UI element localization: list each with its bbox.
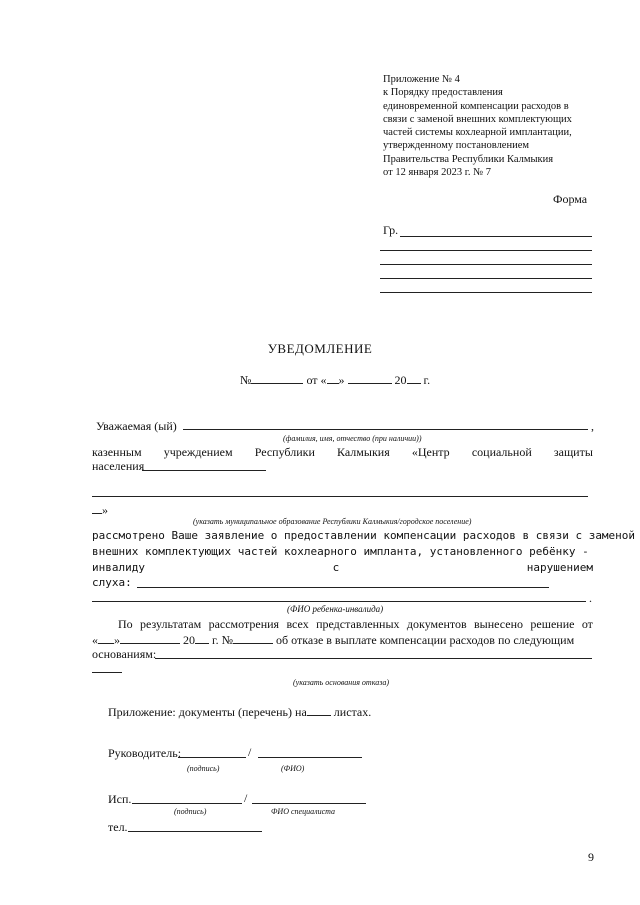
decision-number-field[interactable]: [233, 632, 273, 644]
attachment-label: Приложение: документы (перечень) на: [108, 705, 307, 719]
attachment-line: [108, 704, 371, 720]
para2-line3: [92, 561, 593, 574]
number-field[interactable]: [251, 372, 303, 384]
executor-signature-line[interactable]: [132, 803, 242, 804]
para1-word: Республики: [254, 445, 315, 459]
head-label: Руководитель:: [108, 746, 182, 760]
header-line: Приложение № 4: [383, 74, 460, 85]
para1-word: социальной: [471, 445, 532, 459]
quote-end-line: [92, 502, 108, 518]
head-fio-line[interactable]: [258, 757, 362, 758]
head-slash: /: [248, 745, 252, 759]
para2-line4: слуха:: [92, 576, 132, 589]
para1-word: учреждением: [163, 445, 233, 459]
municipality-field[interactable]: [92, 502, 102, 514]
reason-line[interactable]: [155, 658, 592, 659]
para2-word: с: [332, 561, 340, 574]
tel-label: тел.: [108, 820, 128, 834]
year-field[interactable]: [407, 372, 421, 384]
para3-word: По: [118, 617, 133, 631]
header-line: единовременной компенсации расходов в: [383, 100, 569, 112]
hint-signature-executor: (подпись): [174, 807, 207, 816]
sheet-count-field[interactable]: [307, 704, 331, 716]
salutation: Уважаемая (ый): [96, 419, 177, 433]
para1-line2: населения: [92, 459, 145, 473]
addressee-name-line[interactable]: [183, 429, 588, 430]
executor-label: Исп.: [108, 792, 132, 806]
header-line: к Порядку предоставления: [383, 87, 503, 99]
recipient-prefix: Гр.: [383, 223, 399, 237]
header-line: частей системы кохлеарной имплантации,: [383, 127, 572, 139]
para3-word: результатам: [140, 617, 202, 631]
para3-word: всех: [286, 617, 309, 631]
hint-child: (ФИО ребенка-инвалида): [287, 604, 384, 614]
hint-specialist: ФИО специалиста: [271, 807, 336, 816]
para2-end: .: [589, 591, 592, 605]
hint-fio-short: (ФИО): [281, 764, 305, 773]
year-suffix: г.: [423, 373, 431, 387]
recipient-line[interactable]: [400, 236, 592, 237]
header-line: от 12 января 2023 г. № 7: [383, 167, 491, 179]
para3-word: рассмотрения: [208, 617, 280, 631]
decision-day-field[interactable]: [98, 632, 114, 644]
head-signature-line[interactable]: [178, 757, 246, 758]
executor-slash: /: [244, 791, 248, 805]
hint-reason: (указать основания отказа): [293, 678, 390, 687]
decision-month-field[interactable]: [120, 632, 180, 644]
executor-fio-line[interactable]: [252, 803, 366, 804]
form-label: Форма: [553, 192, 588, 206]
center-name-line[interactable]: [142, 470, 266, 471]
municipality-line[interactable]: [92, 496, 588, 497]
para2-word: нарушением: [526, 561, 593, 574]
year-prefix: 20: [394, 373, 407, 387]
para1-word: Калмыкия: [337, 445, 390, 459]
attachment-suffix: листах.: [333, 705, 372, 719]
para3-word: вынесено: [474, 617, 523, 631]
approval-header: [383, 73, 572, 179]
header-line: утвержденному постановлением: [383, 140, 530, 152]
para3-word: от: [581, 617, 593, 631]
para3-line2: [92, 632, 574, 648]
day-field[interactable]: [327, 372, 339, 384]
para2-line1: рассмотрено Ваше заявление о предоставлении компенсации расходов в связи с заменой: [92, 529, 636, 542]
tel-line[interactable]: [128, 831, 262, 832]
para1-word: «Центр: [411, 445, 450, 459]
para3-word: решение: [530, 617, 575, 631]
para2-word: инвалиду: [92, 561, 145, 574]
recipient-line[interactable]: [380, 264, 592, 265]
reason-line-short[interactable]: [92, 672, 122, 673]
quote-end: »: [102, 503, 108, 517]
para3-word: документов: [406, 617, 467, 631]
month-field[interactable]: [348, 372, 392, 384]
document-title: УВЕДОМЛЕНИЕ: [267, 341, 373, 356]
para3-line1: [118, 617, 593, 632]
refusal-text: об отказе в выплате компенсации расходов по следующим: [276, 633, 575, 647]
decision-year-field[interactable]: [195, 632, 209, 644]
number-date-line: [240, 372, 430, 388]
para1-word: казенным: [92, 445, 142, 459]
hint-municipal: (указать муниципальное образование Республики Калмыкия/городское поселение): [193, 517, 472, 526]
para3-word: представленных: [316, 617, 400, 631]
salutation-comma: ,: [591, 419, 594, 433]
para1-line1: [92, 445, 593, 460]
para2-line2: внешних комплектующих частей кохлеарного импланта, установленного ребёнку -: [92, 545, 589, 558]
quote-open: «: [92, 633, 98, 647]
hint-fio: (фамилия, имя, отчество (при наличии)): [283, 434, 422, 443]
child-name-line[interactable]: [92, 601, 586, 602]
decision-number-prefix: г. №: [212, 633, 234, 647]
quote-close: »: [338, 373, 345, 387]
page-number: 9: [588, 850, 594, 864]
number-sign: №: [240, 373, 252, 387]
para1-word: защиты: [553, 445, 593, 459]
year-prefix: 20: [183, 633, 195, 647]
header-line: Правительства Республики Калмыкия: [383, 153, 554, 165]
date-prefix: от «: [306, 373, 327, 387]
diagnosis-line[interactable]: [137, 587, 549, 588]
recipient-line[interactable]: [380, 292, 592, 293]
recipient-line[interactable]: [380, 278, 592, 279]
recipient-line[interactable]: [380, 250, 592, 251]
header-line: связи с заменой внешних комплектующих: [383, 113, 572, 125]
quote-close: »: [114, 633, 120, 647]
para3-line3: основаниям:: [92, 647, 157, 661]
hint-signature: (подпись): [187, 764, 220, 773]
